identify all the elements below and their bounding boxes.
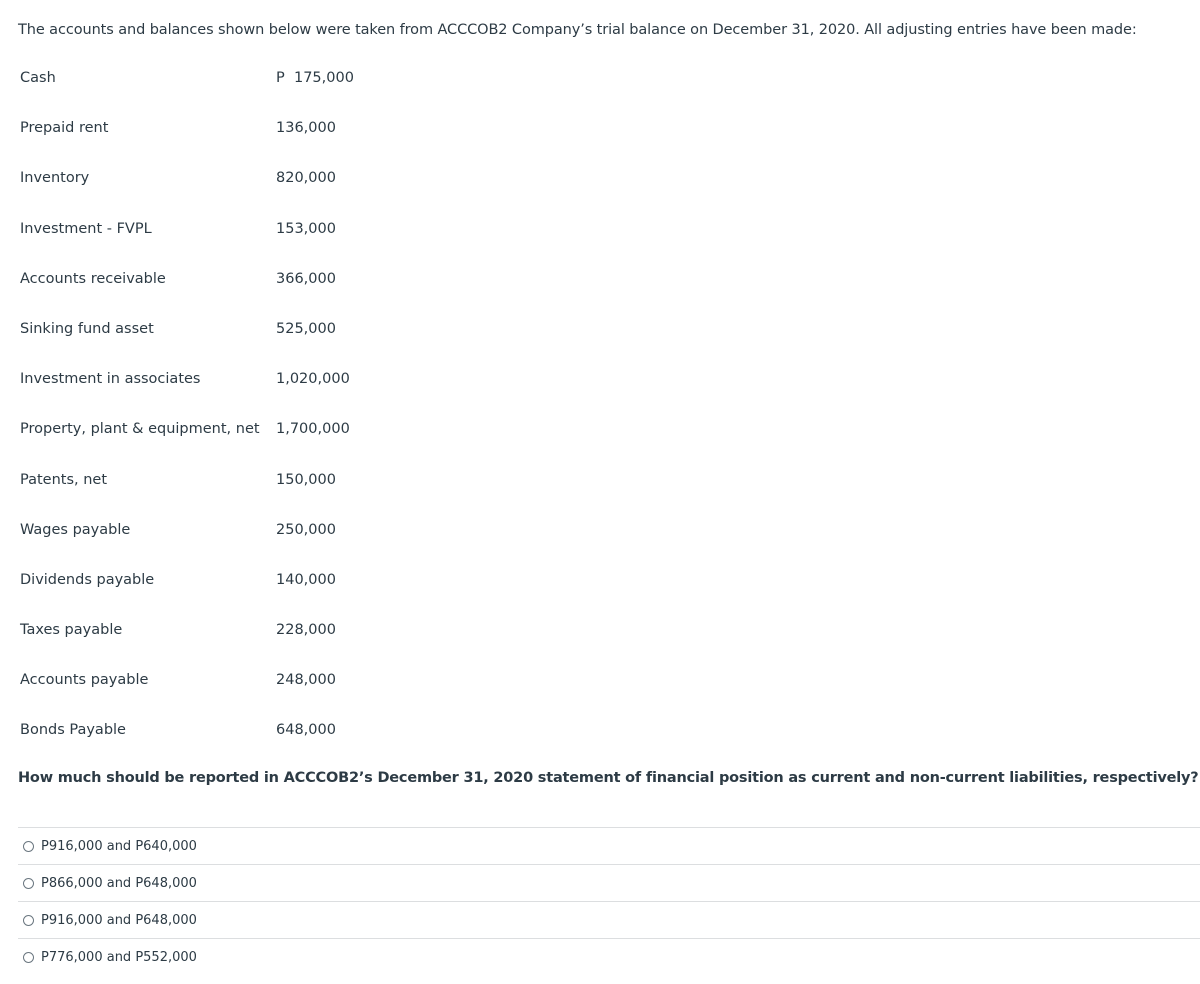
balance-row [20, 120, 440, 170]
account-name: Accounts receivable [20, 270, 166, 287]
question-text: How much should be reported in ACCCOB2’s December 31, 2020 statement of financial position as current and non-current liabilities, respectively? [18, 770, 1199, 786]
answer-label: P866,000 and P648,000 [41, 875, 197, 891]
radio-button[interactable] [23, 841, 34, 852]
answer-option-2[interactable] [18, 865, 1200, 902]
account-name: Cash [20, 70, 56, 86]
account-amount: 1,700,000 [276, 421, 350, 438]
account-name: Sinking fund asset [20, 320, 154, 337]
account-name: Bonds Payable [20, 722, 126, 739]
balance-row [20, 722, 440, 772]
account-amount: 136,000 [276, 120, 336, 137]
account-name: Investment in associates [20, 371, 201, 388]
balance-row [20, 70, 440, 120]
answer-option-1[interactable] [18, 828, 1200, 865]
answer-label: P916,000 and P640,000 [41, 838, 197, 854]
account-name: Prepaid rent [20, 120, 109, 137]
account-amount: 153,000 [276, 220, 336, 237]
account-amount: 366,000 [276, 270, 336, 287]
account-amount: 150,000 [276, 471, 336, 488]
account-amount: 820,000 [276, 170, 336, 187]
account-amount: 648,000 [276, 722, 336, 739]
account-name: Wages payable [20, 521, 131, 538]
account-name: Dividends payable [20, 571, 155, 588]
trial-balance-list [20, 70, 440, 773]
balance-row [20, 672, 440, 722]
account-name: Accounts payable [20, 672, 149, 689]
question-intro: The accounts and balances shown below were taken from ACCCOB2 Company’s trial balance on December 31, 2020. All adjusting entries have been made: [18, 22, 1137, 38]
balance-row [20, 421, 440, 471]
account-name: Inventory [20, 170, 90, 187]
answer-label: P916,000 and P648,000 [41, 912, 197, 928]
account-amount: 140,000 [276, 571, 336, 588]
account-amount: 228,000 [276, 622, 336, 639]
account-amount: P 175,000 [276, 70, 354, 86]
answer-option-4[interactable] [18, 939, 1200, 975]
answer-option-3[interactable] [18, 902, 1200, 939]
account-amount: 1,020,000 [276, 371, 350, 388]
account-name: Investment - FVPL [20, 220, 152, 237]
account-name: Property, plant & equipment, net [20, 421, 260, 438]
answer-choices [18, 827, 1200, 975]
balance-row [20, 221, 440, 271]
account-amount: 250,000 [276, 521, 336, 538]
account-amount: 525,000 [276, 320, 336, 337]
balance-row [20, 371, 440, 421]
answer-label: P776,000 and P552,000 [41, 949, 197, 965]
balance-row [20, 321, 440, 371]
balance-row [20, 622, 440, 672]
balance-row [20, 271, 440, 321]
account-name: Patents, net [20, 471, 108, 488]
balance-row [20, 472, 440, 522]
radio-button[interactable] [23, 915, 34, 926]
balance-row [20, 572, 440, 622]
account-name: Taxes payable [20, 622, 123, 639]
account-amount: 248,000 [276, 672, 336, 689]
radio-button[interactable] [23, 878, 34, 889]
balance-row [20, 170, 440, 220]
radio-button[interactable] [23, 952, 34, 963]
balance-row [20, 522, 440, 572]
